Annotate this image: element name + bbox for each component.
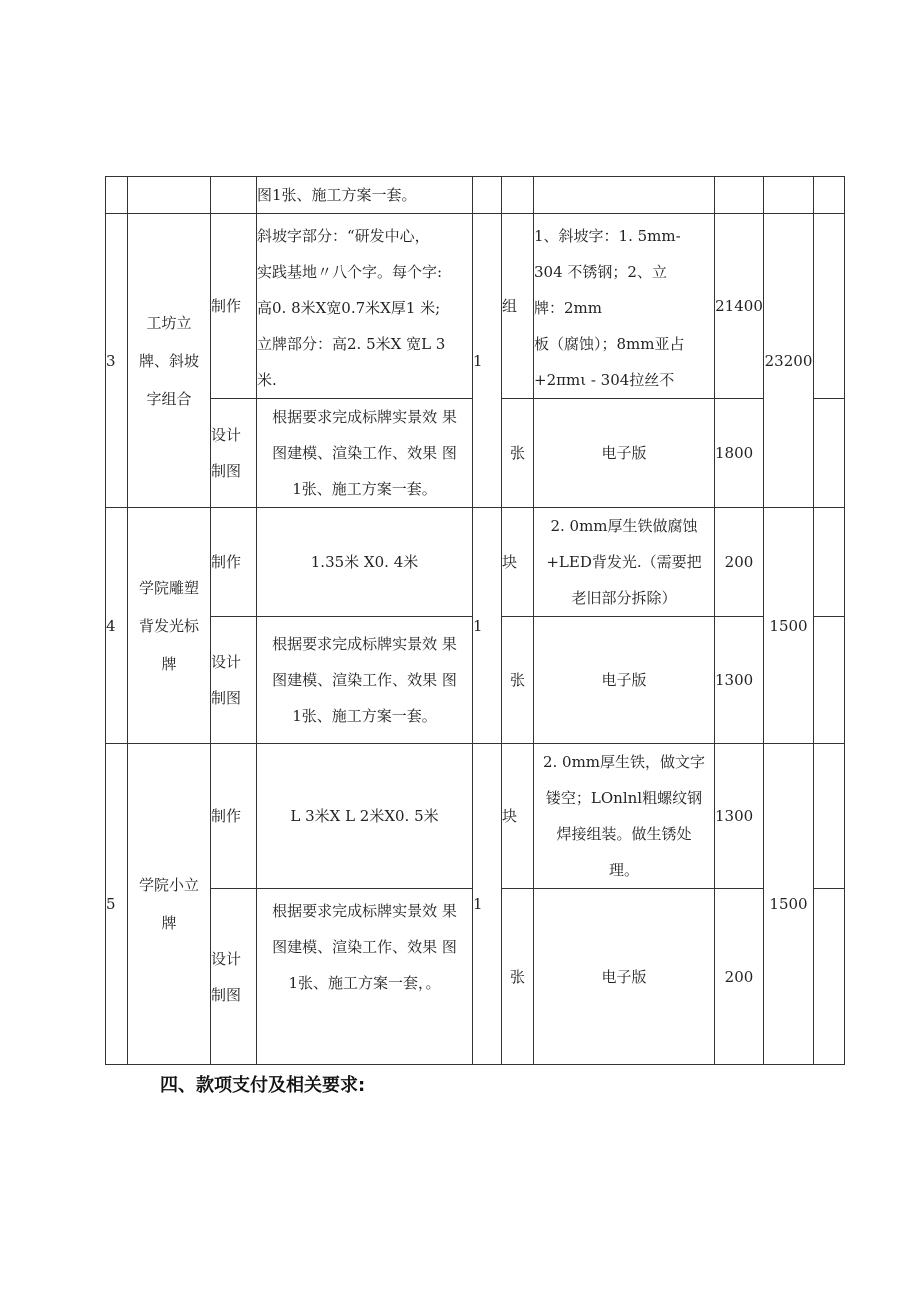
item-number: 4 xyxy=(106,508,128,744)
material: 2. 0mm厚生铁，做文字 镂空；LOnlnl粗螺纹钢 焊接组装。做生锈处 理。 xyxy=(534,744,715,889)
quantity: 1 xyxy=(473,744,502,1065)
item-name: 工坊立 牌、斜坡 字组合 xyxy=(128,214,211,508)
spec-content: 根据要求完成标牌实景效 果 图建模、渲染工作、效果 图 1张、施工方案一套。 xyxy=(257,399,473,508)
total-price: 1500 xyxy=(764,508,814,744)
unit-price: 1300 xyxy=(715,744,764,889)
unit: 组 xyxy=(502,214,534,399)
quantity: 1 xyxy=(473,214,502,508)
table-row xyxy=(106,744,845,889)
unit-price: 1300 xyxy=(715,617,764,744)
material: 电子版 xyxy=(534,617,715,744)
section-heading: 四、款项支付及相关要求: xyxy=(160,1075,366,1096)
spec-content: L 3米X L 2米X0. 5米 xyxy=(257,744,473,889)
spec-content: 根据要求完成标牌实景效 果 图建模、渲染工作、效果 图 1张、施工方案一套。 xyxy=(257,617,473,744)
unit-price: 200 xyxy=(715,889,764,1065)
unit: 张 xyxy=(502,399,534,508)
design-content-cell: 图1张、施工方案一套。 xyxy=(257,177,473,214)
material: 2. 0mm厚生铁做腐蚀 +LED背发光.（需要把 老旧部分拆除） xyxy=(534,508,715,617)
unit-price: 21400 xyxy=(715,214,764,399)
spec-content: 1.35米 X0. 4米 xyxy=(257,508,473,617)
table-row xyxy=(106,214,845,399)
work-type: 设计 制图 xyxy=(211,889,257,1065)
item-name: 学院小立 牌 xyxy=(128,744,211,1065)
work-type: 设计 制图 xyxy=(211,617,257,744)
quantity: 1 xyxy=(473,508,502,744)
work-type: 制作 xyxy=(211,214,257,399)
item-name: 学院雕塑 背发光标 牌 xyxy=(128,508,211,744)
unit: 块 xyxy=(502,508,534,617)
total-price: 23200 xyxy=(764,214,814,508)
work-type: 制作 xyxy=(211,508,257,617)
unit: 块 xyxy=(502,744,534,889)
item-number: 3 xyxy=(106,214,128,508)
spec-content: 根据要求完成标牌实景效 果 图建模、渲染工作、效果 图 1张、施工方案一套，。 xyxy=(257,889,473,1065)
material: 电子版 xyxy=(534,889,715,1065)
item-number: 5 xyxy=(106,744,128,1065)
table-row xyxy=(106,508,845,617)
unit-price: 1800 xyxy=(715,399,764,508)
material: 1、斜坡字：1. 5mm- 304 不锈钢；2、立 牌：2mm 板（腐蚀）；8mm亚占 +2πmι - 304拉丝不 xyxy=(534,214,715,399)
unit: 张 xyxy=(502,617,534,744)
unit: 张 xyxy=(502,889,534,1065)
work-type: 设计 制图 xyxy=(211,399,257,508)
total-price: 1500 xyxy=(764,744,814,1065)
material: 电子版 xyxy=(534,399,715,508)
work-type: 制作 xyxy=(211,744,257,889)
spec-content: 斜坡字部分：“研发中心， 实践基地〃八个字。每个字: 高0. 8米X宽0.7米X厚1 米; 立牌部分：高2. 5米X 宽L 3 米. xyxy=(257,214,473,399)
table-row xyxy=(106,177,845,214)
unit-price: 200 xyxy=(715,508,764,617)
quote-table xyxy=(105,176,845,1065)
